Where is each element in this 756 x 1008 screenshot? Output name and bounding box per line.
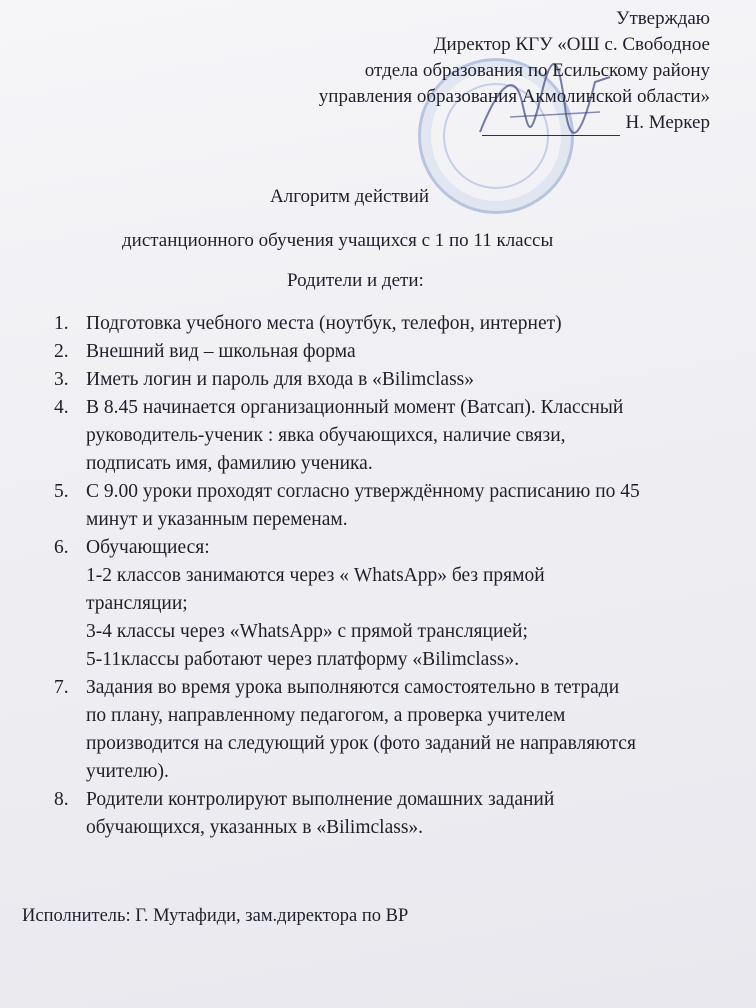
instruction-list (54, 310, 744, 842)
list-item-number: 2. (54, 341, 69, 362)
list-item-text (86, 786, 744, 842)
approval-line: Утверждаю (616, 8, 710, 29)
list-item-number: 6. (54, 537, 69, 558)
approval-line: управления образования Акмолинской области» (318, 86, 710, 107)
list-item-line: 3-4 классы через «WhatsApp» с прямой трансляцией; (86, 621, 528, 642)
list-item-line: С 9.00 уроки проходят согласно утверждённому расписанию по 45 (86, 481, 640, 502)
list-item-line: Внешний вид – школьная форма (86, 341, 356, 362)
list-item-number: 4. (54, 397, 69, 418)
list-item (54, 478, 744, 534)
list-item-line: 5-11классы работают через платформу «Bilimclass». (86, 649, 520, 670)
list-item-text (86, 674, 744, 786)
list-item-number: 1. (54, 313, 69, 334)
list-item-text (86, 478, 744, 534)
list-item-number: 7. (54, 677, 69, 698)
list-item (54, 674, 744, 786)
list-item-line: В 8.45 начинается организационный момент (Ватсап). Классный (86, 397, 624, 418)
list-item-line: Обучающиеся: (86, 537, 210, 558)
signature-underline (482, 135, 620, 136)
list-item-line: подписать имя, фамилию ученика. (86, 453, 373, 474)
list-item (54, 366, 744, 394)
list-item-line: Задания во время урока выполняются самостоятельно в тетради (86, 677, 620, 698)
list-item-text (86, 394, 744, 478)
list-item-text (86, 310, 744, 338)
signatory-name: Н. Меркер (625, 112, 710, 133)
approval-line: отдела образования по Есильскому району (364, 60, 710, 81)
list-item-line: Иметь логин и пароль для входа в «Bilimclass» (86, 369, 475, 390)
list-item (54, 394, 744, 478)
list-item-line: производится на следующий урок (фото заданий не направляются (86, 733, 636, 754)
list-item-text (86, 534, 744, 674)
list-item-text (86, 366, 744, 394)
list-item-number: 8. (54, 789, 69, 810)
list-item-line: минут и указанным переменам. (86, 509, 348, 530)
list-item (54, 534, 744, 674)
list-item (54, 786, 744, 842)
list-item (54, 310, 744, 338)
list-item (54, 338, 744, 366)
list-item-line: учителю). (86, 761, 169, 782)
list-item-line: трансляции; (86, 593, 188, 614)
list-item-line: Подготовка учебного места (ноутбук, телефон, интернет) (86, 313, 562, 334)
list-item-line: 1-2 классов занимаются через « WhatsApp» без прямой (86, 565, 545, 586)
approval-line: Директор КГУ «ОШ с. Свободное (433, 34, 710, 55)
title-line-3: Родители и дети: (287, 270, 424, 291)
signatory-line (319, 110, 710, 136)
list-item-number: 5. (54, 481, 69, 502)
list-item-line: Родители контролируют выполнение домашних заданий (86, 789, 555, 810)
list-item-line: по плану, направленному педагогом, а проверка учителем (86, 705, 566, 726)
list-item-number: 3. (54, 369, 69, 390)
executor-line: Исполнитель: Г. Мутафиди, зам.директора по ВР (22, 906, 409, 926)
list-item-line: руководитель-ученик : явка обучающихся, наличие связи, (86, 425, 566, 446)
title-line-1: Алгоритм действий (270, 186, 430, 207)
list-item-text (86, 338, 744, 366)
list-item-line: обучающихся, указанных в «Bilimclass». (86, 817, 424, 838)
title-line-2: дистанционного обучения учащихся с 1 по 11 классы (122, 230, 554, 251)
approval-block (319, 6, 710, 136)
